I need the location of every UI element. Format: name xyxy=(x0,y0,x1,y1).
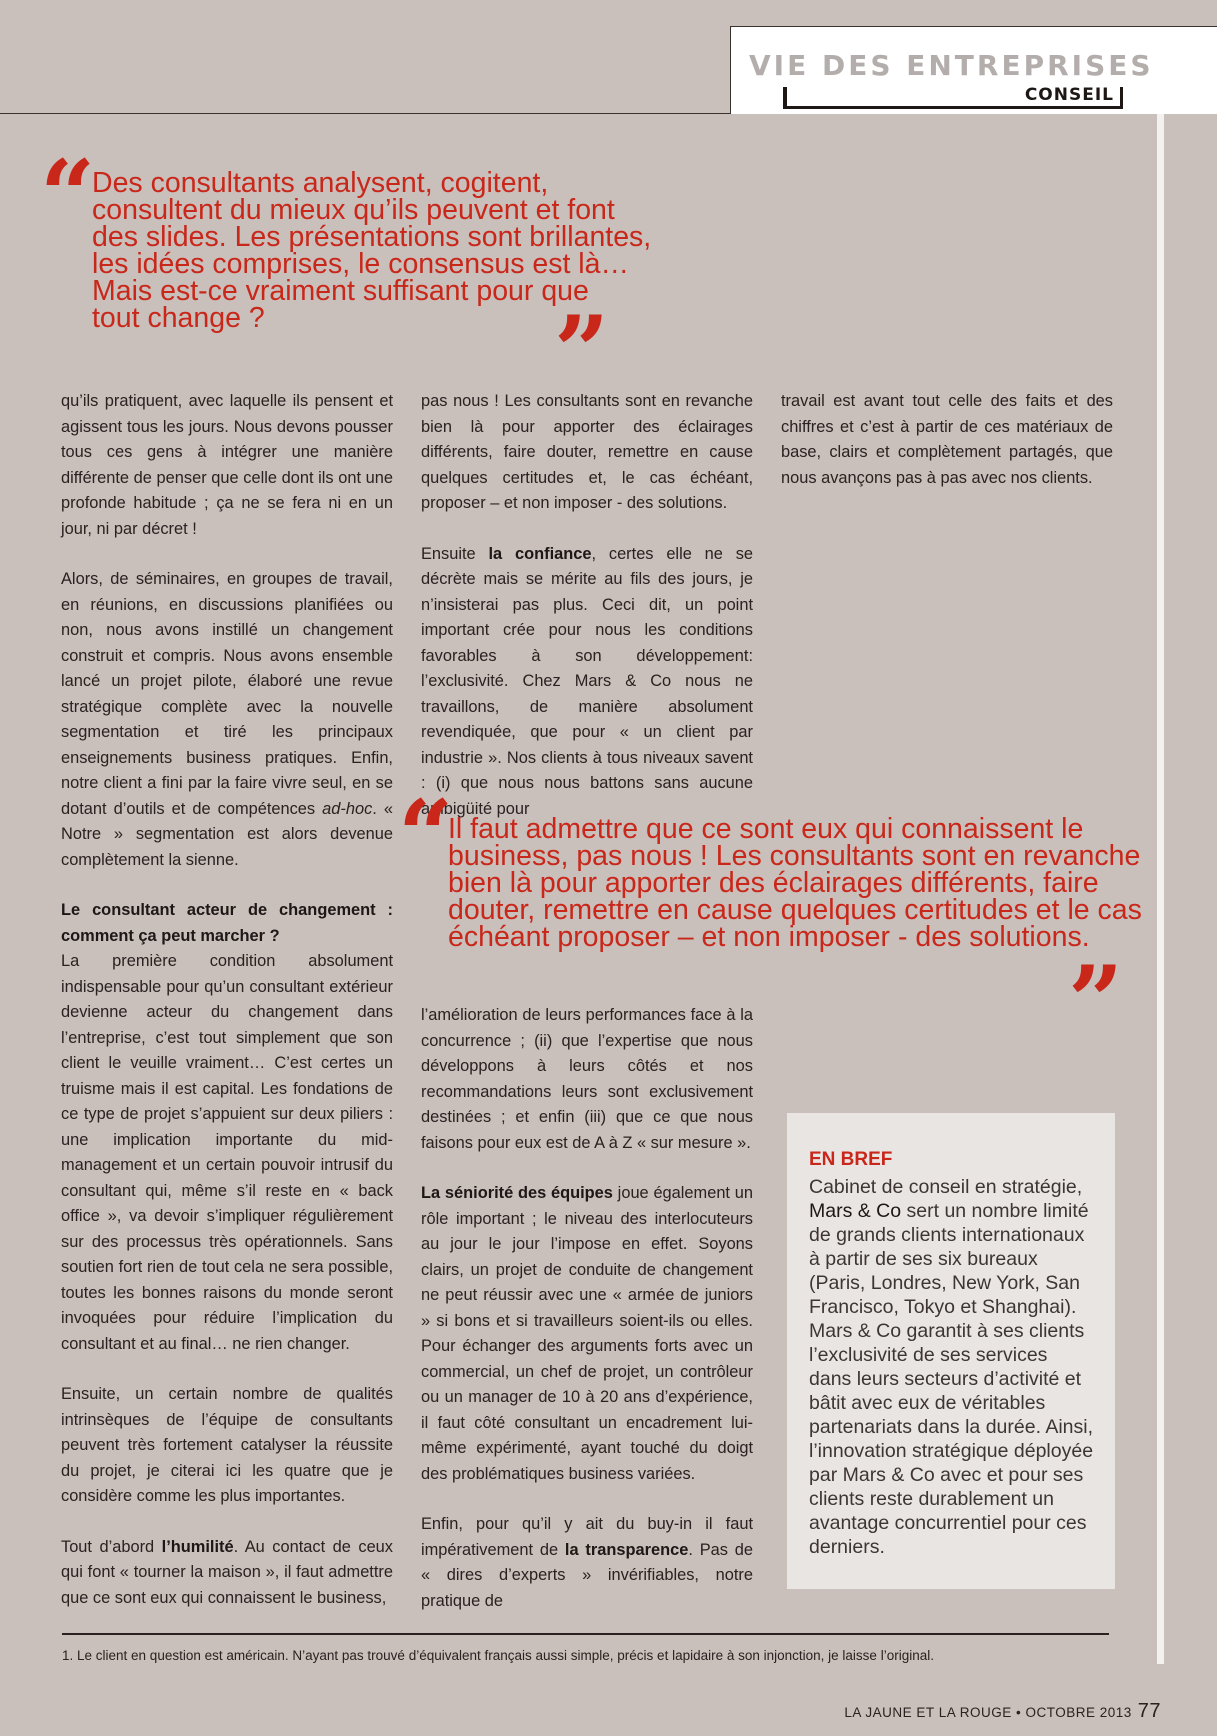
section-title: VIE DES ENTREPRISES xyxy=(749,49,1154,82)
pull-quote-1: Des consultants analysent, cogitent, consultent du mieux qu’ils peuvent et font des slides. Les présentations sont brillantes, les idées comprises, le consensus est là… Mais est-ce vraiment suffisant pour que tout change ? xyxy=(92,167,652,334)
column-3 xyxy=(781,389,1113,516)
in-brief-box xyxy=(787,1113,1115,1589)
subsection-title: CONSEIL xyxy=(1024,85,1114,105)
in-brief-text: Cabinet de conseil en stratégie, Mars & Co sert un nombre limité de grands clients internationaux à partir de ses six bureaux (Paris, Londres, New York, San Francisco, Tokyo et Shanghai). Mars & Co garantit à ses clients l’exclusivité de ses services dans leurs secteurs d’activité et bâtit avec eux de véritables partenariats dans la durée. Ainsi, l’innovation stratégique déployée par Mars & Co avec et pour ses clients reste durablement un avantage concurrentiel pour ces derniers. xyxy=(809,1176,1094,1558)
publication-info: LA JAUNE ET LA ROUGE • OCTOBRE 2013 xyxy=(844,1705,1132,1720)
open-quote-mark: “ xyxy=(40,139,96,252)
close-quote-mark: ” xyxy=(554,295,610,408)
footnote-rule xyxy=(62,1633,1109,1635)
open-quote-mark: “ xyxy=(398,779,454,892)
paragraph: Alors, de séminaires, en groupes de travail, en réunions, en discussions planifiées ou non, nous avons instillé un changement construit et compris. Nous avons ensemble lancé un projet pilote, élaboré une revue stratégique complète avec la nouvelle segmentation et tiré les principaux enseignements business pratiques. Enfin, notre client a fini par la faire vivre seul, en se dotant d’outils et de compétences ad-hoc. « Notre » segmentation est alors devenue complètement la sienne. xyxy=(61,570,394,869)
column-1 xyxy=(61,389,393,1636)
paragraph: Enfin, pour qu’il y ait du buy-in il faut impérativement de la transparence. Pas de « dires d’experts » invérifiables, notre pratique de xyxy=(421,1515,753,1610)
margin-rule xyxy=(1157,114,1164,1664)
in-brief-title: EN BREF xyxy=(809,1149,893,1170)
page-folio xyxy=(844,1700,1161,1723)
footnote: 1. Le client en question est américain. N’ayant pas trouvé d’équivalent français aussi simple, précis et lapidaire à son injonction, je laisse l’original. xyxy=(62,1648,934,1663)
column-2-bottom xyxy=(421,1003,753,1639)
paragraph: Ensuite la confiance, certes elle ne se décrète mais se mérite au fils des jours, je n’insisterai pas plus. Ceci dit, un point important crée pour nous les conditions favorables à son développement: l’exclusivité. Chez Mars & Co nous ne travaillons, de manière absolument revendiquée, que pour « un client par industrie ». Nos clients à tous niveaux savent : (i) que nous nous battons sans aucune ambigüité pour xyxy=(421,544,754,818)
section-header xyxy=(730,26,1217,114)
column-2-top xyxy=(421,389,753,847)
close-quote-mark: ” xyxy=(1068,945,1124,1058)
paragraph: Ensuite, un certain nombre de qualités intrinsèques de l’équipe de consultants peuvent très fortement catalyser la réussite du projet, je citerai ici les quatre que je considère comme les plus importantes. xyxy=(61,1385,393,1505)
page-number: 77 xyxy=(1137,1700,1161,1722)
paragraph: Tout d’abord l’humilité. Au contact de ceux qui font « tourner la maison », il faut admettre que ce sont eux qui connaissent le business, xyxy=(61,1537,393,1607)
subheading: Le consultant acteur de changement : comment ça peut marcher ? xyxy=(61,901,393,945)
paragraph: pas nous ! Les consultants sont en revanche bien là pour apporter des éclairages différents, faire douter, remettre en cause quelques certitudes et, le cas échéant, proposer – et non imposer - des solutions. xyxy=(421,392,753,512)
paragraph: La séniorité des équipes joue également un rôle important ; le niveau des interlocuteurs au jour le jour l’impose en effet. Soyons clairs, un projet de conduite de changement ne peut réussir avec une « armée de juniors » si bons et si travailleurs soient-ils ou elles. Pour échanger des arguments forts avec un commercial, un chef de projet, un contrôleur ou un manager de 10 à 20 ans d’expérience, il faut côté consultant un encadrement lui-même expérimenté, ayant touché du doigt des problématiques business variées. xyxy=(421,1184,753,1483)
subsection-tab xyxy=(783,87,1123,109)
paragraph: l’amélioration de leurs performances face à la concurrence ; (ii) que l’expertise que nous développons à leurs côtés et nos recommandations leurs sont exclusivement destinées ; et enfin (iii) que ce que nous faisons pour eux est de A à Z « sur mesure ». xyxy=(421,1006,753,1152)
paragraph: travail est avant tout celle des faits et des chiffres et c’est à partir de ces matériaux de base, clairs et complètement partagés, que nous avançons pas à pas avec nos clients. xyxy=(781,392,1113,487)
paragraph: qu’ils pratiquent, avec laquelle ils pensent et agissent tous les jours. Nous devons pousser tous ces gens à intégrer une manière différente de penser que celle dont ils ont une profonde habitude ; ça ne se fera ni en un jour, ni par décret ! xyxy=(61,392,393,538)
pull-quote-2: Il faut admettre que ce sont eux qui connaissent le business, pas nous ! Les consultants sont en revanche bien là pour apporter des éclairages différents, faire douter, remettre en cause quelques certitudes et le cas échéant proposer – et non imposer - des solutions. xyxy=(448,813,1142,953)
paragraph: La première condition absolument indispensable pour qu’un consultant extérieur devienne acteur du changement dans l’entreprise, c’est tout simplement que son client le veuille vraiment… C’est certes un truisme mais il est capital. Les fondations de ce type de projet s’appuient sur deux piliers : une implication importante du mid-management et un certain pouvoir intrusif du consultant qui, même s’il reste en « back office », va devoir s’impliquer régulièrement sur des processus très opérationnels. Sans soutien fort rien de tout cela ne sera possible, toutes les bonnes raisons du monde seront invoquées pour réduire l’implication du consultant et au final… ne rien changer. xyxy=(61,952,393,1353)
